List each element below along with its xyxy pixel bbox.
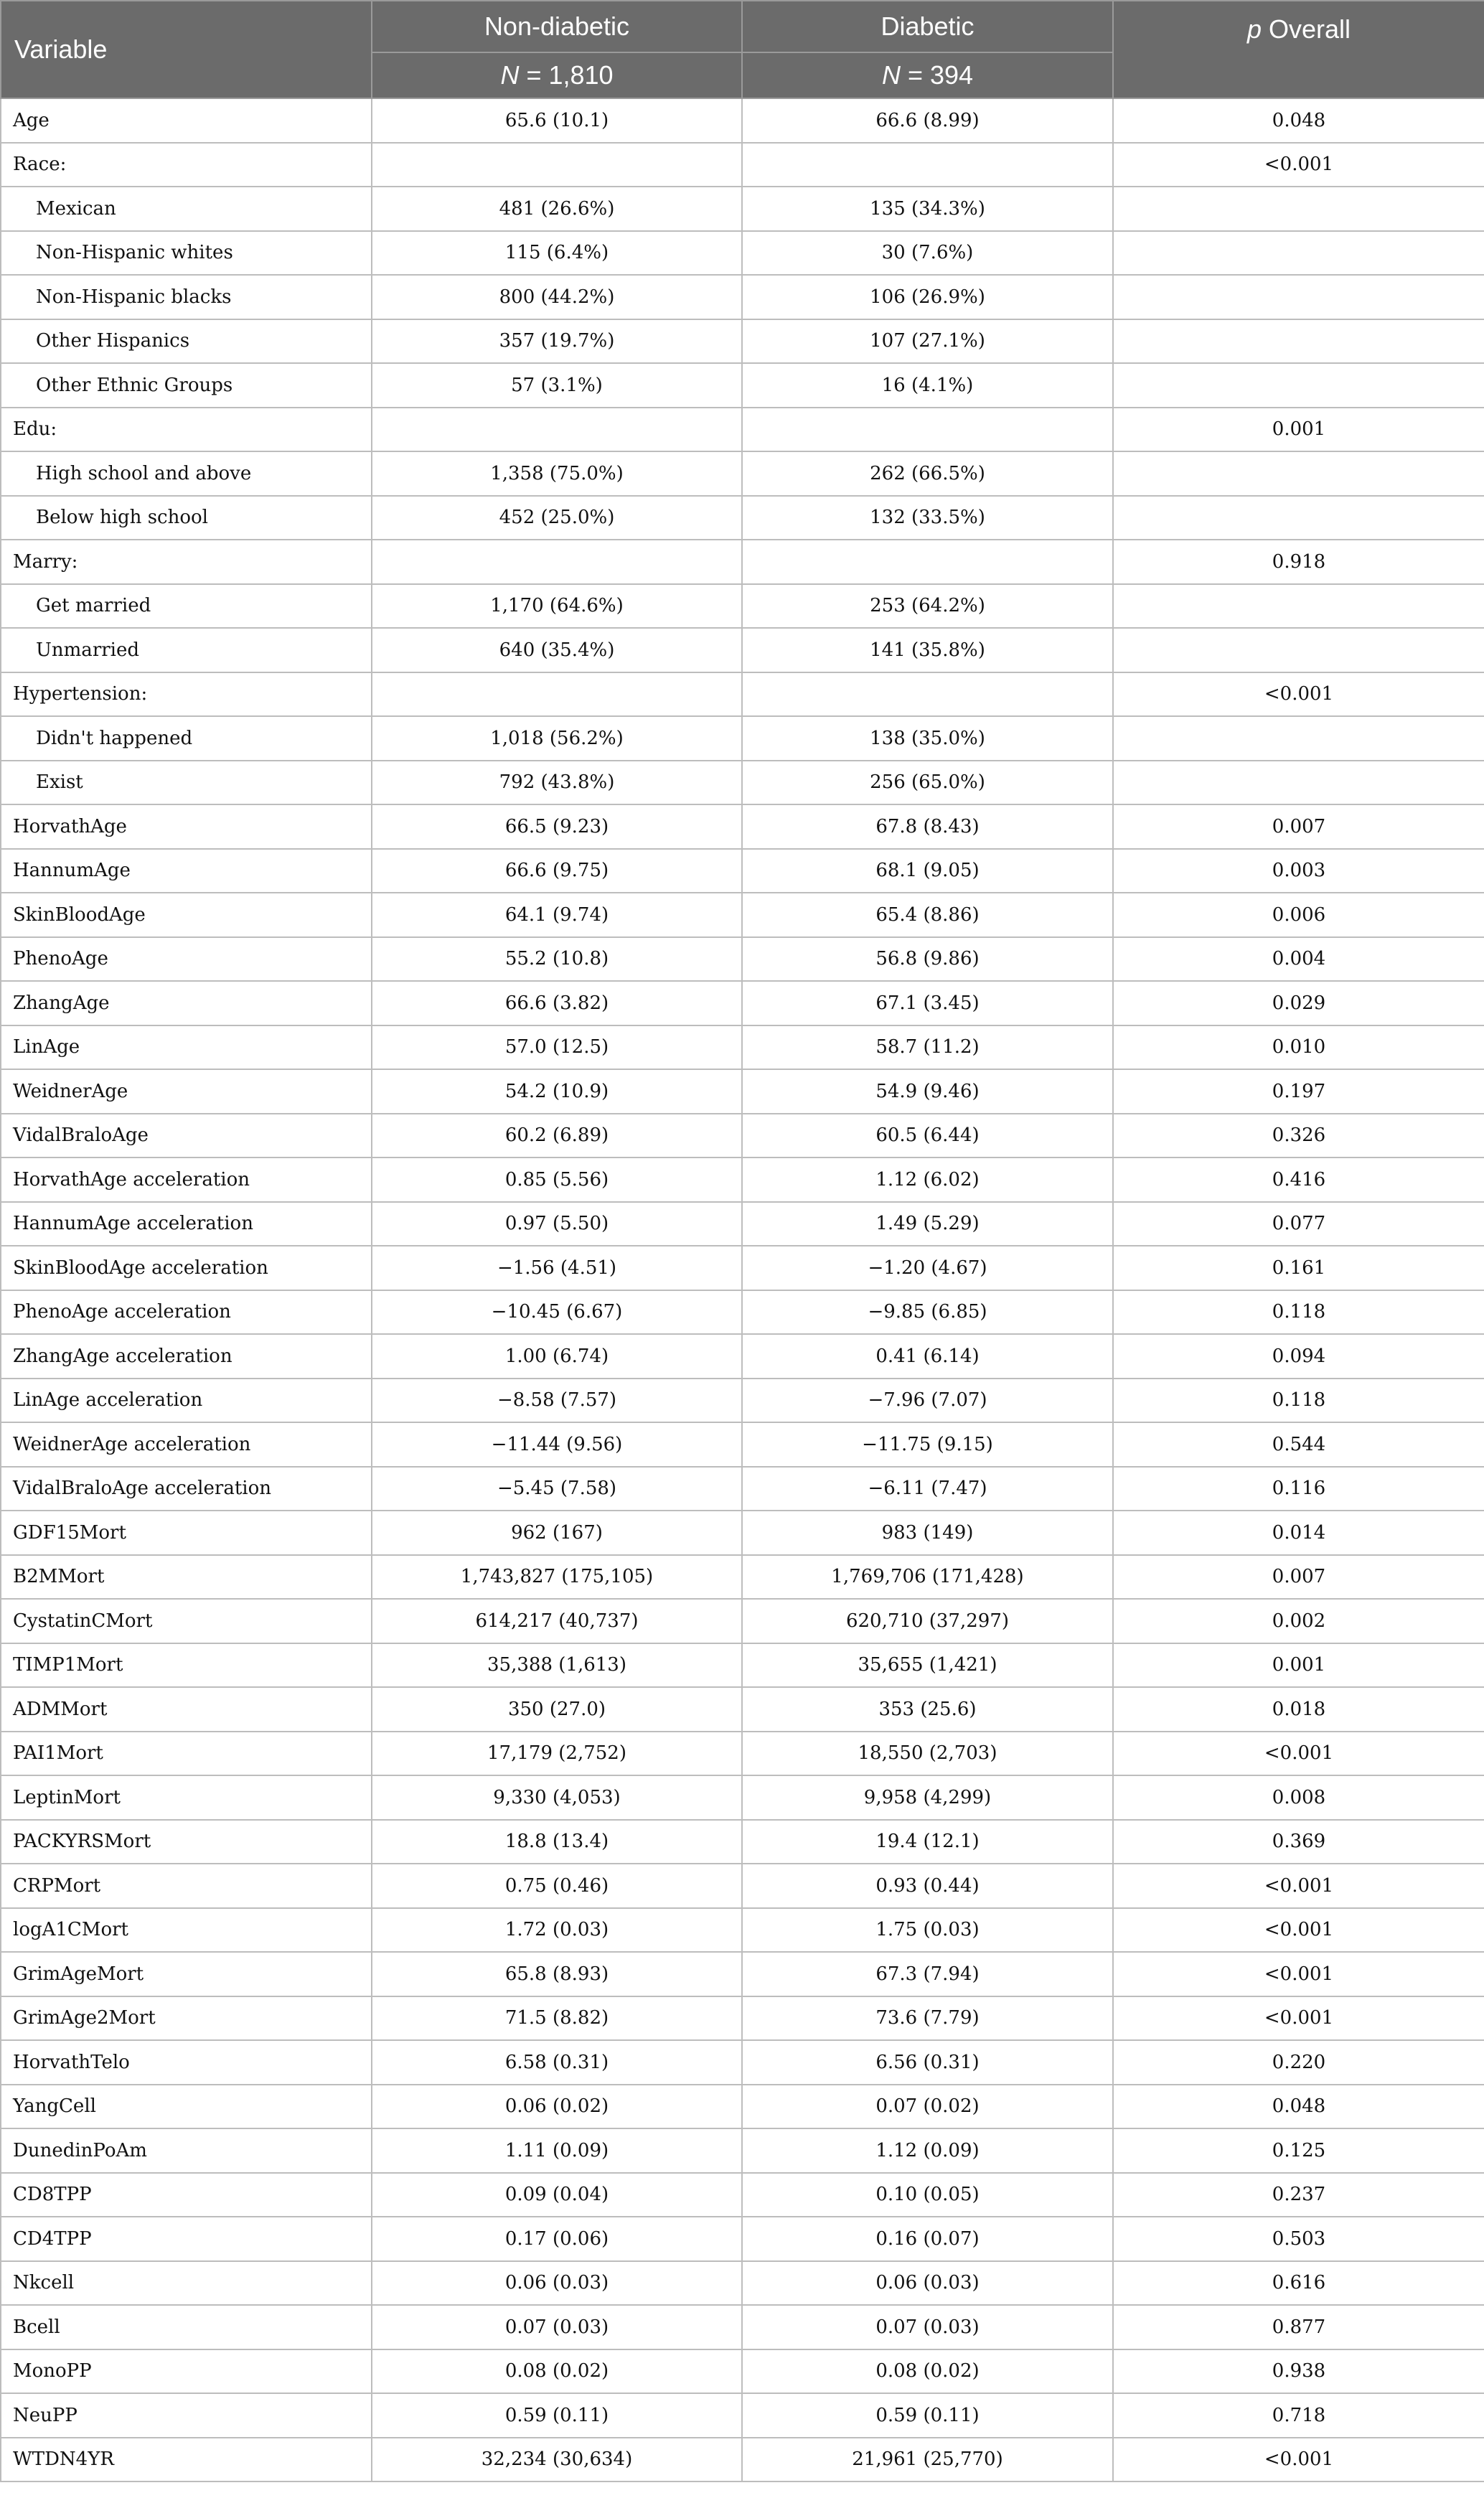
cell-p-overall: 0.094 — [1113, 1334, 1484, 1379]
cell-non-diabetic: 9,330 (4,053) — [372, 1775, 742, 1820]
cell-diabetic: 9,958 (4,299) — [742, 1775, 1113, 1820]
cell-variable: WeidnerAge — [1, 1069, 372, 1114]
cell-diabetic: 73.6 (7.79) — [742, 1996, 1113, 2041]
cell-variable: Didn't happened — [1, 716, 372, 761]
cell-p-overall: 0.010 — [1113, 1025, 1484, 1070]
cell-non-diabetic: 66.6 (9.75) — [372, 849, 742, 893]
table-row — [1, 1820, 1484, 1864]
cell-diabetic: 65.4 (8.86) — [742, 893, 1113, 937]
cell-variable: ZhangAge — [1, 981, 372, 1025]
cell-non-diabetic: 357 (19.7%) — [372, 319, 742, 364]
table-row — [1, 540, 1484, 584]
header-non-diabetic-n — [372, 52, 742, 98]
cell-non-diabetic: 1,743,827 (175,105) — [372, 1555, 742, 1600]
table-row — [1, 1643, 1484, 1688]
cell-diabetic — [742, 672, 1113, 717]
cell-non-diabetic: 17,179 (2,752) — [372, 1732, 742, 1776]
cell-non-diabetic: 0.06 (0.03) — [372, 2261, 742, 2306]
cell-p-overall: 0.544 — [1113, 1422, 1484, 1467]
cell-diabetic: 30 (7.6%) — [742, 231, 1113, 276]
header-n-value: = 394 — [900, 60, 974, 90]
table-row — [1, 1952, 1484, 1996]
cell-diabetic: 141 (35.8%) — [742, 628, 1113, 672]
cell-diabetic: 106 (26.9%) — [742, 275, 1113, 319]
table-row — [1, 1246, 1484, 1290]
cell-variable: CRPMort — [1, 1864, 372, 1908]
cell-non-diabetic: 18.8 (13.4) — [372, 1820, 742, 1864]
cell-variable: CD8TPP — [1, 2173, 372, 2217]
cell-diabetic: −7.96 (7.07) — [742, 1379, 1113, 1423]
cell-variable: PhenoAge — [1, 937, 372, 982]
header-variable: Variable — [1, 1, 372, 98]
cell-p-overall: 0.938 — [1113, 2349, 1484, 2394]
cell-p-overall: 0.001 — [1113, 1643, 1484, 1688]
cell-non-diabetic: 1,170 (64.6%) — [372, 584, 742, 629]
cell-diabetic: 21,961 (25,770) — [742, 2438, 1113, 2482]
table-row — [1, 1599, 1484, 1643]
table-row — [1, 628, 1484, 672]
table-row — [1, 1467, 1484, 1511]
cell-non-diabetic: 800 (44.2%) — [372, 275, 742, 319]
cell-non-diabetic: 57.0 (12.5) — [372, 1025, 742, 1070]
cell-non-diabetic: 115 (6.4%) — [372, 231, 742, 276]
cell-variable: HorvathAge — [1, 804, 372, 849]
cell-p-overall — [1113, 231, 1484, 276]
cell-diabetic: 0.06 (0.03) — [742, 2261, 1113, 2306]
cell-variable: GDF15Mort — [1, 1511, 372, 1555]
table-row — [1, 1025, 1484, 1070]
table-row — [1, 275, 1484, 319]
header-n-value: = 1,810 — [519, 60, 614, 90]
table-row — [1, 2438, 1484, 2482]
cell-variable: CystatinCMort — [1, 1599, 372, 1643]
cell-variable: logA1CMort — [1, 1908, 372, 1953]
cell-p-overall: 0.002 — [1113, 1599, 1484, 1643]
header-diabetic-n — [742, 52, 1113, 98]
cell-non-diabetic: 57 (3.1%) — [372, 363, 742, 408]
cell-p-overall: 0.616 — [1113, 2261, 1484, 2306]
cell-variable: PAI1Mort — [1, 1732, 372, 1776]
cell-diabetic: 1.12 (0.09) — [742, 2128, 1113, 2173]
cell-non-diabetic: 64.1 (9.74) — [372, 893, 742, 937]
header-diabetic: Diabetic — [742, 1, 1113, 52]
cell-non-diabetic: 1,358 (75.0%) — [372, 451, 742, 496]
cell-variable: B2MMort — [1, 1555, 372, 1600]
cell-p-overall — [1113, 584, 1484, 629]
header-non-diabetic: Non-diabetic — [372, 1, 742, 52]
cell-variable: LinAge — [1, 1025, 372, 1070]
cell-non-diabetic: 55.2 (10.8) — [372, 937, 742, 982]
cell-non-diabetic: 481 (26.6%) — [372, 187, 742, 231]
cell-p-overall: 0.116 — [1113, 1467, 1484, 1511]
cell-non-diabetic — [372, 540, 742, 584]
table-row — [1, 804, 1484, 849]
cell-non-diabetic: 6.58 (0.31) — [372, 2040, 742, 2085]
cell-p-overall: 0.014 — [1113, 1511, 1484, 1555]
cell-p-overall: 0.369 — [1113, 1820, 1484, 1864]
table-row — [1, 584, 1484, 629]
cell-diabetic: 107 (27.1%) — [742, 319, 1113, 364]
cell-diabetic: 1.49 (5.29) — [742, 1202, 1113, 1246]
cell-variable: VidalBraloAge — [1, 1114, 372, 1158]
table-row — [1, 451, 1484, 496]
table-row — [1, 319, 1484, 364]
cell-p-overall: 0.018 — [1113, 1687, 1484, 1732]
cell-non-diabetic: 1,018 (56.2%) — [372, 716, 742, 761]
cell-non-diabetic: 0.17 (0.06) — [372, 2217, 742, 2261]
cell-variable: Non-Hispanic whites — [1, 231, 372, 276]
cell-variable: Other Hispanics — [1, 319, 372, 364]
cell-diabetic: 0.16 (0.07) — [742, 2217, 1113, 2261]
table-body — [1, 98, 1484, 2481]
cell-non-diabetic: 614,217 (40,737) — [372, 1599, 742, 1643]
cell-diabetic: 138 (35.0%) — [742, 716, 1113, 761]
table-row — [1, 2217, 1484, 2261]
cell-variable: SkinBloodAge acceleration — [1, 1246, 372, 1290]
cell-variable: HannumAge — [1, 849, 372, 893]
cell-variable: Hypertension: — [1, 672, 372, 717]
cell-variable: HorvathTelo — [1, 2040, 372, 2085]
cell-p-overall: 0.008 — [1113, 1775, 1484, 1820]
header-n-letter: N — [500, 60, 520, 90]
cell-p-overall: <0.001 — [1113, 2438, 1484, 2482]
table-row — [1, 98, 1484, 143]
cell-diabetic: 0.07 (0.02) — [742, 2085, 1113, 2129]
cell-non-diabetic: 1.72 (0.03) — [372, 1908, 742, 1953]
cell-diabetic: 56.8 (9.86) — [742, 937, 1113, 982]
cell-non-diabetic: 0.09 (0.04) — [372, 2173, 742, 2217]
cell-p-overall: 0.161 — [1113, 1246, 1484, 1290]
header-p-overall — [1113, 1, 1484, 98]
table-row — [1, 143, 1484, 187]
cell-p-overall: <0.001 — [1113, 1952, 1484, 1996]
cell-p-overall: 0.004 — [1113, 937, 1484, 982]
cell-variable: LinAge acceleration — [1, 1379, 372, 1423]
cell-p-overall: 0.503 — [1113, 2217, 1484, 2261]
cell-non-diabetic: 962 (167) — [372, 1511, 742, 1555]
table-row — [1, 716, 1484, 761]
cell-diabetic: 1.12 (6.02) — [742, 1158, 1113, 1202]
cell-non-diabetic: 54.2 (10.9) — [372, 1069, 742, 1114]
table-row — [1, 1158, 1484, 1202]
cell-non-diabetic: 0.85 (5.56) — [372, 1158, 742, 1202]
cell-diabetic: 0.08 (0.02) — [742, 2349, 1113, 2394]
cell-p-overall: 0.001 — [1113, 408, 1484, 452]
cell-diabetic: 983 (149) — [742, 1511, 1113, 1555]
cell-variable: Nkcell — [1, 2261, 372, 2306]
cell-diabetic — [742, 540, 1113, 584]
table-row — [1, 2085, 1484, 2129]
table-row — [1, 1069, 1484, 1114]
cell-diabetic: 54.9 (9.46) — [742, 1069, 1113, 1114]
cell-variable: ADMMort — [1, 1687, 372, 1732]
table-row — [1, 1775, 1484, 1820]
cell-non-diabetic: −1.56 (4.51) — [372, 1246, 742, 1290]
cell-diabetic — [742, 143, 1113, 187]
cell-diabetic: 262 (66.5%) — [742, 451, 1113, 496]
table-row — [1, 1290, 1484, 1335]
cell-variable: Bcell — [1, 2305, 372, 2349]
table-row — [1, 937, 1484, 982]
cell-variable: Marry: — [1, 540, 372, 584]
cell-non-diabetic: 640 (35.4%) — [372, 628, 742, 672]
cell-variable: Mexican — [1, 187, 372, 231]
table-row — [1, 1511, 1484, 1555]
cell-p-overall: 0.326 — [1113, 1114, 1484, 1158]
cell-variable: Race: — [1, 143, 372, 187]
cell-variable: PACKYRSMort — [1, 1820, 372, 1864]
cell-p-overall: 0.237 — [1113, 2173, 1484, 2217]
cell-non-diabetic: 1.00 (6.74) — [372, 1334, 742, 1379]
table-row — [1, 1555, 1484, 1600]
table-row — [1, 1687, 1484, 1732]
cell-p-overall — [1113, 363, 1484, 408]
cell-diabetic: 1,769,706 (171,428) — [742, 1555, 1113, 1600]
cell-non-diabetic: −10.45 (6.67) — [372, 1290, 742, 1335]
table-row — [1, 1334, 1484, 1379]
cell-diabetic: 35,655 (1,421) — [742, 1643, 1113, 1688]
header-p-rest: Overall — [1262, 14, 1351, 44]
cell-p-overall — [1113, 628, 1484, 672]
cell-diabetic: 16 (4.1%) — [742, 363, 1113, 408]
cell-diabetic: 253 (64.2%) — [742, 584, 1113, 629]
cell-diabetic: 58.7 (11.2) — [742, 1025, 1113, 1070]
table-row — [1, 2305, 1484, 2349]
cell-variable: DunedinPoAm — [1, 2128, 372, 2173]
cell-p-overall — [1113, 187, 1484, 231]
cell-diabetic: 0.10 (0.05) — [742, 2173, 1113, 2217]
table-row — [1, 1379, 1484, 1423]
cell-diabetic: 0.07 (0.03) — [742, 2305, 1113, 2349]
cell-p-overall — [1113, 451, 1484, 496]
table-row — [1, 1202, 1484, 1246]
cell-non-diabetic: 32,234 (30,634) — [372, 2438, 742, 2482]
cell-diabetic: 67.3 (7.94) — [742, 1952, 1113, 1996]
cell-variable: CD4TPP — [1, 2217, 372, 2261]
cell-variable: HannumAge acceleration — [1, 1202, 372, 1246]
table-row — [1, 363, 1484, 408]
cell-variable: SkinBloodAge — [1, 893, 372, 937]
cell-variable: Below high school — [1, 496, 372, 540]
cell-diabetic: 135 (34.3%) — [742, 187, 1113, 231]
cell-variable: LeptinMort — [1, 1775, 372, 1820]
cell-diabetic: 0.93 (0.44) — [742, 1864, 1113, 1908]
cell-non-diabetic: 35,388 (1,613) — [372, 1643, 742, 1688]
table-row — [1, 672, 1484, 717]
cell-p-overall: <0.001 — [1113, 672, 1484, 717]
cell-diabetic: 353 (25.6) — [742, 1687, 1113, 1732]
cell-variable: Unmarried — [1, 628, 372, 672]
cell-p-overall: <0.001 — [1113, 143, 1484, 187]
cell-diabetic — [742, 408, 1113, 452]
table-row — [1, 1114, 1484, 1158]
cell-p-overall: 0.918 — [1113, 540, 1484, 584]
cell-non-diabetic: 0.97 (5.50) — [372, 1202, 742, 1246]
cell-non-diabetic: 0.07 (0.03) — [372, 2305, 742, 2349]
cell-non-diabetic: −11.44 (9.56) — [372, 1422, 742, 1467]
table-row — [1, 981, 1484, 1025]
table-row — [1, 496, 1484, 540]
cell-variable: GrimAge2Mort — [1, 1996, 372, 2041]
cell-non-diabetic: 0.59 (0.11) — [372, 2393, 742, 2438]
cell-non-diabetic: −5.45 (7.58) — [372, 1467, 742, 1511]
cell-diabetic: 0.41 (6.14) — [742, 1334, 1113, 1379]
cell-non-diabetic — [372, 143, 742, 187]
cell-variable: MonoPP — [1, 2349, 372, 2394]
cell-p-overall: 0.125 — [1113, 2128, 1484, 2173]
cell-variable: GrimAgeMort — [1, 1952, 372, 1996]
cell-p-overall: <0.001 — [1113, 1908, 1484, 1953]
cell-p-overall — [1113, 716, 1484, 761]
cell-non-diabetic: 66.6 (3.82) — [372, 981, 742, 1025]
cell-non-diabetic: 1.11 (0.09) — [372, 2128, 742, 2173]
cell-p-overall: 0.416 — [1113, 1158, 1484, 1202]
cell-diabetic: 66.6 (8.99) — [742, 98, 1113, 143]
cell-diabetic: 19.4 (12.1) — [742, 1820, 1113, 1864]
cell-p-overall: 0.029 — [1113, 981, 1484, 1025]
cell-diabetic: 1.75 (0.03) — [742, 1908, 1113, 1953]
cell-variable: TIMP1Mort — [1, 1643, 372, 1688]
cell-p-overall: 0.877 — [1113, 2305, 1484, 2349]
cell-p-overall: 0.048 — [1113, 2085, 1484, 2129]
table-row — [1, 893, 1484, 937]
cell-variable: High school and above — [1, 451, 372, 496]
cell-diabetic: 132 (33.5%) — [742, 496, 1113, 540]
cell-p-overall — [1113, 319, 1484, 364]
cell-non-diabetic: 350 (27.0) — [372, 1687, 742, 1732]
cell-p-overall: <0.001 — [1113, 1732, 1484, 1776]
cell-p-overall: 0.220 — [1113, 2040, 1484, 2085]
cell-p-overall: 0.718 — [1113, 2393, 1484, 2438]
cell-p-overall — [1113, 761, 1484, 805]
cell-diabetic: 18,550 (2,703) — [742, 1732, 1113, 1776]
cell-p-overall: 0.118 — [1113, 1290, 1484, 1335]
table-row — [1, 2261, 1484, 2306]
table-row — [1, 2349, 1484, 2394]
cell-variable: YangCell — [1, 2085, 372, 2129]
cell-variable: NeuPP — [1, 2393, 372, 2438]
header-row — [1, 1, 1484, 52]
cell-variable: Age — [1, 98, 372, 143]
cell-variable: Get married — [1, 584, 372, 629]
table-row — [1, 849, 1484, 893]
cell-diabetic: 6.56 (0.31) — [742, 2040, 1113, 2085]
cell-p-overall: 0.197 — [1113, 1069, 1484, 1114]
header-p-letter: p — [1246, 14, 1262, 44]
cell-non-diabetic: 452 (25.0%) — [372, 496, 742, 540]
cell-non-diabetic: 0.08 (0.02) — [372, 2349, 742, 2394]
cell-non-diabetic: 65.6 (10.1) — [372, 98, 742, 143]
cell-non-diabetic: 71.5 (8.82) — [372, 1996, 742, 2041]
table-row — [1, 1422, 1484, 1467]
table-row — [1, 1996, 1484, 2041]
table-row — [1, 1908, 1484, 1953]
cell-diabetic: 67.1 (3.45) — [742, 981, 1113, 1025]
cell-variable: Non-Hispanic blacks — [1, 275, 372, 319]
table-row — [1, 408, 1484, 452]
table-row — [1, 1864, 1484, 1908]
cell-p-overall — [1113, 275, 1484, 319]
cell-p-overall: 0.003 — [1113, 849, 1484, 893]
table-row — [1, 2173, 1484, 2217]
cell-diabetic: −9.85 (6.85) — [742, 1290, 1113, 1335]
cell-diabetic: 67.8 (8.43) — [742, 804, 1113, 849]
cell-p-overall: 0.077 — [1113, 1202, 1484, 1246]
cell-non-diabetic: 0.06 (0.02) — [372, 2085, 742, 2129]
cell-diabetic: 60.5 (6.44) — [742, 1114, 1113, 1158]
cell-variable: WTDN4YR — [1, 2438, 372, 2482]
cell-variable: Exist — [1, 761, 372, 805]
cell-p-overall — [1113, 496, 1484, 540]
cell-diabetic: 0.59 (0.11) — [742, 2393, 1113, 2438]
table-header — [1, 1, 1484, 98]
cell-variable: WeidnerAge acceleration — [1, 1422, 372, 1467]
cell-p-overall: <0.001 — [1113, 1996, 1484, 2041]
cell-p-overall: 0.048 — [1113, 98, 1484, 143]
cell-non-diabetic — [372, 408, 742, 452]
table-row — [1, 761, 1484, 805]
cell-variable: PhenoAge acceleration — [1, 1290, 372, 1335]
table-row — [1, 2393, 1484, 2438]
cell-p-overall: <0.001 — [1113, 1864, 1484, 1908]
cell-p-overall: 0.118 — [1113, 1379, 1484, 1423]
cell-diabetic: −11.75 (9.15) — [742, 1422, 1113, 1467]
table-row — [1, 2128, 1484, 2173]
cell-diabetic: 620,710 (37,297) — [742, 1599, 1113, 1643]
cell-p-overall: 0.007 — [1113, 804, 1484, 849]
cell-p-overall: 0.006 — [1113, 893, 1484, 937]
cell-diabetic: 256 (65.0%) — [742, 761, 1113, 805]
cell-non-diabetic: 65.8 (8.93) — [372, 1952, 742, 1996]
cell-diabetic: 68.1 (9.05) — [742, 849, 1113, 893]
cell-variable: Edu: — [1, 408, 372, 452]
cell-diabetic: −6.11 (7.47) — [742, 1467, 1113, 1511]
table-row — [1, 187, 1484, 231]
cell-non-diabetic — [372, 672, 742, 717]
cell-diabetic: −1.20 (4.67) — [742, 1246, 1113, 1290]
cell-non-diabetic: −8.58 (7.57) — [372, 1379, 742, 1423]
cell-p-overall: 0.007 — [1113, 1555, 1484, 1600]
cell-variable: HorvathAge acceleration — [1, 1158, 372, 1202]
cell-non-diabetic: 66.5 (9.23) — [372, 804, 742, 849]
cell-non-diabetic: 0.75 (0.46) — [372, 1864, 742, 1908]
header-n-letter: N — [881, 60, 901, 90]
cell-non-diabetic: 792 (43.8%) — [372, 761, 742, 805]
cell-variable: Other Ethnic Groups — [1, 363, 372, 408]
table-row — [1, 1732, 1484, 1776]
cell-variable: VidalBraloAge acceleration — [1, 1467, 372, 1511]
table-row — [1, 2040, 1484, 2085]
cell-non-diabetic: 60.2 (6.89) — [372, 1114, 742, 1158]
table-row — [1, 231, 1484, 276]
cell-variable: ZhangAge acceleration — [1, 1334, 372, 1379]
